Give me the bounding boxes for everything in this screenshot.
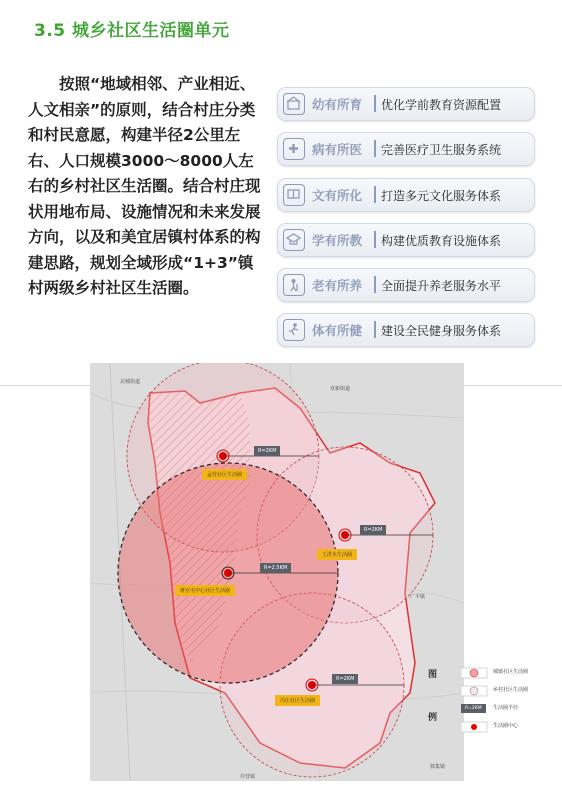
service-text: 全面提升养老服务水平 xyxy=(381,279,502,294)
planning-map xyxy=(90,363,464,781)
divider xyxy=(374,186,376,203)
intro-paragraph: 按照“地域相邻、产业相近、人文相亲”的原则，结合村庄分类和村民意愿，构建半径2公里左右、人口规模3000～8000人左右的乡村社区生活圈。结合村庄现状用地布局、设施情况和未来发展方向，以及和美宜居镇村体系的构建思路，规划全域形成“1+3”镇村两级乡村社区生活圈。 xyxy=(28,75,261,297)
legend-title-top: 图 xyxy=(428,670,438,680)
service-text: 完善医疗卫生服务系统 xyxy=(381,143,502,158)
fitness-icon xyxy=(283,319,305,341)
service-text: 建设全民健身服务体系 xyxy=(381,324,502,339)
place-label: 许营镇 xyxy=(240,774,256,780)
service-item-childcare xyxy=(277,87,535,121)
radius-tag-south: R=2KM xyxy=(332,674,358,684)
village-circle-icon xyxy=(461,685,489,697)
legend-label: 乡村社区生活圈 xyxy=(493,687,529,693)
service-tag: 学有所教 xyxy=(312,232,363,248)
divider xyxy=(374,95,376,112)
service-text: 打造多元文化服务体系 xyxy=(381,188,502,203)
legend-village-circle xyxy=(461,685,561,697)
radius-tag-center: R=2.5KM xyxy=(260,563,291,573)
circle-name-center: 蒋官屯中心社区生活圈 xyxy=(175,585,235,596)
hospital-icon xyxy=(283,138,305,160)
service-item-culture xyxy=(277,178,535,212)
elderly-icon xyxy=(283,274,305,296)
legend-label: 生活圈半径 xyxy=(493,705,519,711)
service-list xyxy=(277,87,535,359)
place-label: 广平镇 xyxy=(410,594,426,600)
radius-tag-east: R=2KM xyxy=(360,525,386,535)
page-title: 3.5 城乡社区生活圈单元 xyxy=(34,21,230,41)
legend-radius-sample: R=2KM xyxy=(461,704,486,713)
service-tag: 文有所化 xyxy=(312,187,363,203)
divider xyxy=(374,276,376,293)
radius-tag-north: R=2KM xyxy=(254,446,280,456)
legend-label: 城镇社区生活圈 xyxy=(493,669,529,675)
service-item-fitness xyxy=(277,313,535,347)
center-dot-icon xyxy=(461,721,489,733)
legend-title-bottom: 例 xyxy=(428,713,438,723)
culture-icon xyxy=(283,184,305,206)
service-item-education xyxy=(277,223,535,257)
legend-center xyxy=(461,721,561,733)
circle-name-south: 冯庄社区生活圈 xyxy=(275,695,320,706)
service-item-elderly xyxy=(277,268,535,302)
town-circle-icon xyxy=(461,667,489,679)
service-tag: 幼有所育 xyxy=(312,97,363,112)
divider xyxy=(374,321,376,338)
place-label: 韩集镇 xyxy=(430,764,446,770)
legend-town-circle xyxy=(461,667,561,679)
service-item-medical xyxy=(277,132,535,166)
place-label: 直新街道 xyxy=(330,386,351,392)
service-tag: 老有所养 xyxy=(312,278,363,294)
kindergarten-icon xyxy=(283,93,305,115)
service-tag: 体有所健 xyxy=(312,323,363,339)
legend-label: 生活圈中心 xyxy=(493,723,519,729)
place-label: 北城街道 xyxy=(120,379,141,385)
service-text: 构建优质教育设施体系 xyxy=(381,233,502,248)
service-tag: 病有所医 xyxy=(312,142,363,158)
service-text: 优化学前教育资源配置 xyxy=(381,98,502,112)
school-icon xyxy=(283,229,305,251)
divider xyxy=(374,231,376,248)
divider xyxy=(374,140,376,157)
circle-name-east: 王洪木生活圈 xyxy=(317,549,357,560)
circle-name-north: 孟营社区生活圈 xyxy=(202,469,247,480)
legend-radius xyxy=(461,703,561,715)
